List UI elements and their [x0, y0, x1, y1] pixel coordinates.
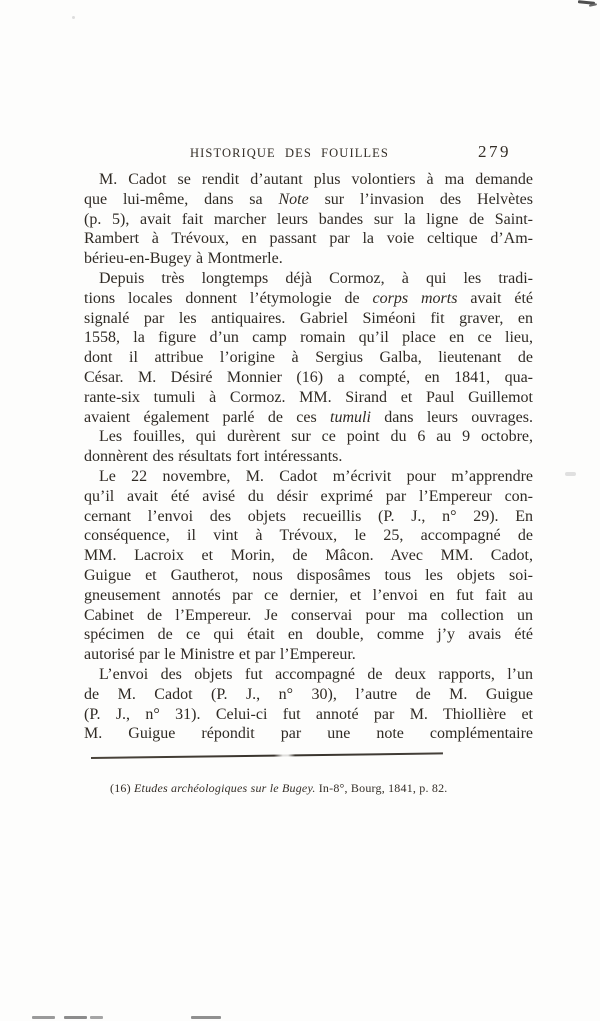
text-segment: César. M. Désiré Monnier (16) a compté, en 1841, qua-	[84, 368, 533, 386]
text-segment: corps morts	[372, 289, 458, 307]
text-line	[84, 507, 533, 527]
scan-artifact-corner-mark	[589, 3, 597, 7]
text-segment: sur l’invasion des Helvètes	[308, 190, 533, 208]
text-line	[84, 408, 533, 428]
text-segment: que lui-même, dans sa	[84, 190, 279, 208]
paragraph	[84, 170, 533, 269]
text-segment: cernant l’envoi des objets recueillis (P. J., n° 29). En	[84, 507, 533, 525]
text-segment: Note	[278, 190, 309, 208]
text-line	[84, 705, 533, 725]
text-line	[84, 447, 533, 467]
text-segment: M. Cadot se rendit d’autant plus volontiers à ma demande	[99, 171, 533, 188]
scan-artifact-bottom-dash	[64, 1016, 87, 1019]
text-line	[84, 388, 533, 408]
scan-artifact-bottom-dash	[90, 1016, 103, 1019]
text-segment: tions locales donnent l’étymologie de	[84, 289, 373, 307]
text-line	[84, 526, 533, 546]
running-header-title: HISTORIQUE DES FOUILLES	[190, 146, 389, 160]
text-segment: Guigue et Gautherot, nous disposâmes tous les objets soi-	[84, 566, 533, 584]
scan-artifact-speck	[565, 472, 576, 476]
text-segment: Le 22 novembre, M. Cadot m’écrivit pour m’apprendre	[99, 467, 533, 485]
paragraph	[84, 427, 533, 467]
text-line	[84, 170, 533, 190]
text-segment: Depuis très longtemps déjà Cormoz, à qui les tradi-	[99, 269, 533, 287]
text-segment: 1558, la figure d’un camp romain qu’il place en ce lieu,	[84, 329, 533, 347]
text-line	[84, 606, 533, 626]
text-segment: donnèrent des résultats fort intéressants.	[84, 448, 343, 466]
footnote-rule	[91, 752, 443, 759]
text-segment: avait été	[457, 289, 533, 307]
text-segment: conséquence, il vint à Trévoux, le 25, accompagné de	[84, 527, 533, 545]
text-line	[84, 309, 533, 329]
text-segment: Cabinet de l’Empereur. Je conservai pour ma collection un	[84, 606, 533, 624]
paragraph	[84, 269, 533, 427]
text-line	[84, 645, 533, 665]
text-line	[84, 328, 533, 348]
text-segment: signalé par les antiquaires. Gabriel Siméoni fit graver, en	[84, 309, 533, 327]
scan-artifact-bottom-dash	[32, 1016, 55, 1019]
text-segment: avaient également parlé de ces	[84, 408, 330, 426]
page-number: 279	[478, 142, 511, 161]
text-segment: de M. Cadot (P. J., n° 30), l’autre de M. Guigue	[84, 685, 533, 703]
text-line	[84, 427, 533, 447]
text-segment: rante-six tumuli à Cormoz. MM. Sirand et Paul Guillemot	[84, 388, 533, 406]
text-line	[84, 487, 533, 507]
paragraph	[84, 665, 533, 744]
text-segment: qu’il avait été avisé du désir exprimé par l’Empereur con-	[84, 487, 533, 505]
text-line	[84, 249, 533, 269]
text-line	[84, 348, 533, 368]
running-header	[84, 144, 533, 164]
text-segment: spécimen de ce qui était en double, comme j’y avais été	[84, 626, 533, 644]
text-line	[84, 546, 533, 566]
text-line	[84, 467, 533, 487]
text-segment: Etudes archéologiques sur le Bugey.	[134, 781, 316, 795]
text-segment: dans leurs ouvrages.	[370, 408, 534, 426]
text-segment: In-8°, Bourg, 1841, p. 82.	[315, 781, 448, 795]
text-segment: MM. Lacroix et Morin, de Mâcon. Avec MM. Cadot,	[84, 547, 533, 565]
text-segment: tumuli	[330, 408, 371, 426]
text-line	[84, 625, 533, 645]
text-line	[84, 190, 533, 210]
footnote	[110, 780, 530, 796]
text-line	[84, 368, 533, 388]
scan-artifact-speck	[72, 16, 75, 19]
text-line	[84, 724, 533, 744]
text-segment: Les fouilles, qui durèrent sur ce point du 6 au 9 octobre,	[99, 428, 533, 446]
text-segment: L’envoi des objets fut accompagné de deux rapports, l’un	[99, 665, 533, 683]
text-line	[84, 566, 533, 586]
text-segment: Rambert à Trévoux, en passant par la voie celtique d’Am-	[84, 230, 533, 248]
paragraph	[84, 467, 533, 665]
scan-artifact-bottom-dash	[191, 1016, 221, 1019]
text-segment: (P. J., n° 31). Celui-ci fut annoté par M. Thiollière et	[84, 705, 533, 723]
text-line	[84, 210, 533, 230]
text-block	[84, 170, 533, 744]
text-segment: gneusement annotés par ce dernier, et l’envoi en fut fait au	[84, 586, 533, 604]
text-segment: M. Guigue répondit par une note complémentaire	[84, 725, 533, 743]
text-line	[84, 665, 533, 685]
text-line	[84, 586, 533, 606]
text-segment: bérieu-en-Bugey à Montmerle.	[84, 250, 283, 268]
text-line	[84, 289, 533, 309]
text-line	[110, 780, 530, 796]
text-segment: (p. 5), avait fait marcher leurs bandes sur la ligne de Saint-	[84, 210, 533, 228]
text-segment: dont il attribue l’origine à Sergius Galba, lieutenant de	[84, 349, 533, 367]
text-segment: autorisé par le Ministre et par l’Empereur.	[84, 646, 356, 664]
text-line	[84, 229, 533, 249]
text-line	[84, 269, 533, 289]
text-line	[84, 685, 533, 705]
text-segment: (16)	[110, 781, 134, 795]
